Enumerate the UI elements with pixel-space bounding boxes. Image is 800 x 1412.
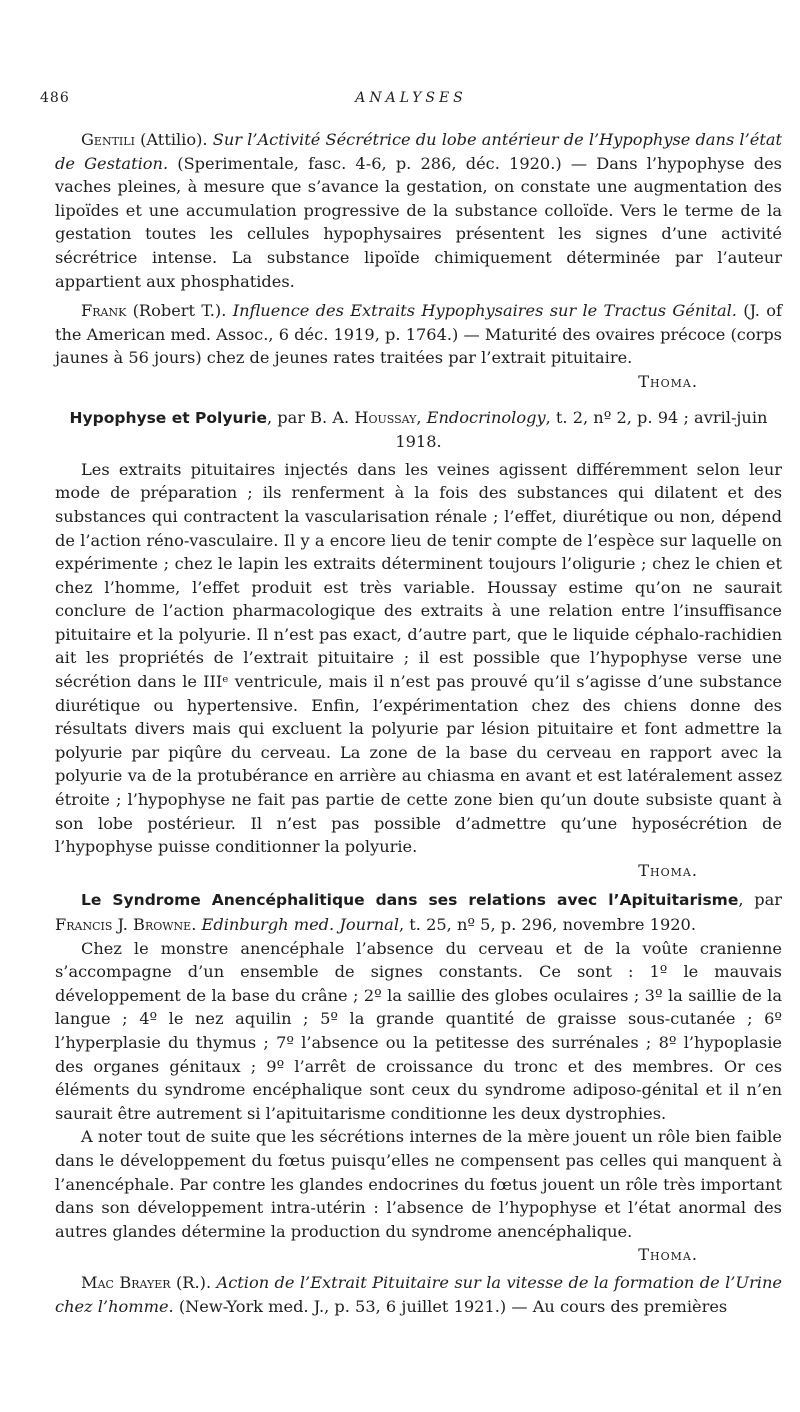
entry-heading-title: Hypophyse et Polyurie: [69, 408, 267, 427]
entry-separator: .: [191, 915, 202, 934]
entry-frank: [55, 299, 782, 370]
page-number: 486: [40, 90, 70, 106]
entry-author-detail: (Attilio).: [134, 130, 213, 149]
analyses-list: [55, 128, 782, 1318]
entry-source: (Sperimentale, fasc. 4-6, p. 286, déc. 1920.) —: [168, 153, 597, 173]
entry-separator: ,: [416, 407, 427, 427]
entry-author-detail: (Robert T.).: [126, 301, 233, 321]
entry-summary: Au cours des premières: [532, 1296, 728, 1316]
entry-browne-heading: [55, 888, 782, 936]
entry-summary: Maturité des ovaires précoce (corps jaunes à 56 jours) chez de jeunes rates traitées par l’extrait pituitaire.: [55, 324, 782, 368]
entry-houssay-heading: [55, 406, 782, 454]
entry-browne-body-2: A noter tout de suite que les sécrétions internes de la mère jouent un rôle bien faible dans le développement du fœtus puisqu’elles ne compensent pas celles qui manquent à l’anencéphale. Par contre les glandes endocrines du fœtus jouent un rôle très important dans son développement intra-utérin : l’absence de l’hypophyse et l’état anormal des autres glandes détermine la production du syndrome anencéphalique.: [55, 1127, 782, 1241]
entry-signature: Thoma.: [638, 1245, 698, 1265]
entry-summary: Dans l’hypophyse des vaches pleines, à mesure que s’avance la gestation, on constate une augmentation des lipoïdes et une accumulation progressive de la substance colloïde. Vers le terme de la gestation toutes les cellules hypophysaires présentent les signes d’une activité sécrétrice intense. La substance lipoïde chimiquement déterminée par l’auteur appartient aux phosphatides.: [55, 153, 782, 291]
entry-source: , t. 2, nº 2, p. 94 ; avril-juin 1918.: [395, 407, 768, 452]
entry-macbrayer: [55, 1271, 782, 1318]
entry-journal: Endocrinology: [426, 407, 546, 427]
entry-source: (New-York med. J., p. 53, 6 juillet 1921.) —: [173, 1296, 533, 1316]
entry-author: Houssay: [354, 407, 417, 427]
running-header: [40, 90, 782, 112]
entry-gentili: [55, 128, 782, 293]
entry-houssay-body: Les extraits pituitaires injectés dans les veines agissent différemment selon leur mode de préparation ; ils renferment à la fois des substances qui dilatent et des substances qui contractent la vascularisation rénale ; l’effet, diurétique ou non, dépend de l’action réno-vasculaire. Il y a encore lieu de tenir compte de l’espèce sur laquelle on expérimente ; chez le lapin les extraits déterminent toujours l’oligurie ; chez le chien et chez l’homme, l’effet produit est très variable. Houssay estime qu’on ne saurait conclure de l’action pharmacologique des extraits à une relation entre l’insuffisance pituitaire et la polyurie. Il n’est pas exact, d’autre part, que le liquide céphalo-rachidien ait les propriétés de l’extrait pituitaire ; il est possible que l’hypophyse verse une sécrétion dans le IIIᵉ ventricule, mais il n’est pas prouvé qu’il s’agisse d’une substance diurétique ou hypertensive. Enfin, l’expérimentation chez des chiens donne des résultats divers mais qui excluent la polyurie par lésion pituitaire et font admettre la polyurie par piqûre du cerveau. La zone de la base du cerveau en rapport avec la polyurie va de la protubérance en arrière au chiasma en avant et est latéralement assez étroite ; l’hypophyse ne fait pas partie de cette zone bien qu’un doute subsiste quant à son lobe postérieur. Il n’est pas possible d’admettre qu’une hyposécrétion de l’hypophyse puisse conditionner la polyurie.: [55, 459, 782, 857]
entry-heading-title: Le Syndrome Anencéphalitique dans ses relations avec l’Apituitarisme: [81, 891, 739, 910]
entry-source: , t. 25, nº 5, p. 296, novembre 1920.: [399, 915, 697, 934]
entry-title: Action de l’Extrait Pituitaire sur la vitesse de la formation de l’Urine chez l’homme.: [55, 1272, 782, 1316]
entry-author: Mac Brayer: [81, 1272, 171, 1292]
entry-signature: Thoma.: [638, 860, 698, 880]
entry-author: Frank: [81, 301, 127, 321]
entry-title: Sur l’Activité Sécrétrice du lobe antérieur de l’Hypophyse dans l’état de Gestation.: [55, 130, 782, 173]
entry-title: Influence des Extraits Hypophysaires sur le Tractus Génital.: [232, 301, 737, 321]
entry-browne-body-1: Chez le monstre anencéphale l’absence du cerveau et de la voûte cranienne s’accompagne d’un ensemble de signes constants. Ce sont : 1º le mauvais développement de la base du crâne ; 2º la saillie des globes oculaires ; 3º la saillie de la langue ; 4º le nez aquilin ; 5º la grande quantité de graisse sous-cutanée ; 6º l’hyperplasie du thymus ; 7º l’absence ou la petitesse des surrénales ; 8º l’hypoplasie des organes génitaux ; 9º l’arrêt de croissance du tronc et des membres. Or ces éléments du syndrome encéphalique sont ceux du syndrome adiposo-génital et il n’en saurait être autrement si l’apituitarisme conditionne les deux dystrophies.: [55, 938, 782, 1123]
entry-journal: Edinburgh med. Journal: [201, 915, 399, 934]
entry-author: Gentili: [81, 130, 135, 149]
entry-by: , par B. A.: [266, 407, 355, 427]
entry-author-detail: (R.).: [170, 1272, 217, 1292]
entry-source: (J. of the American med. Assoc., 6 déc. 1919, p. 1764.) —: [55, 301, 782, 344]
running-title: ANALYSES: [355, 90, 467, 106]
entry-author: Francis J. Browne: [55, 915, 192, 934]
entry-by: , par: [738, 890, 782, 910]
entry-signature: Thoma.: [638, 371, 698, 391]
